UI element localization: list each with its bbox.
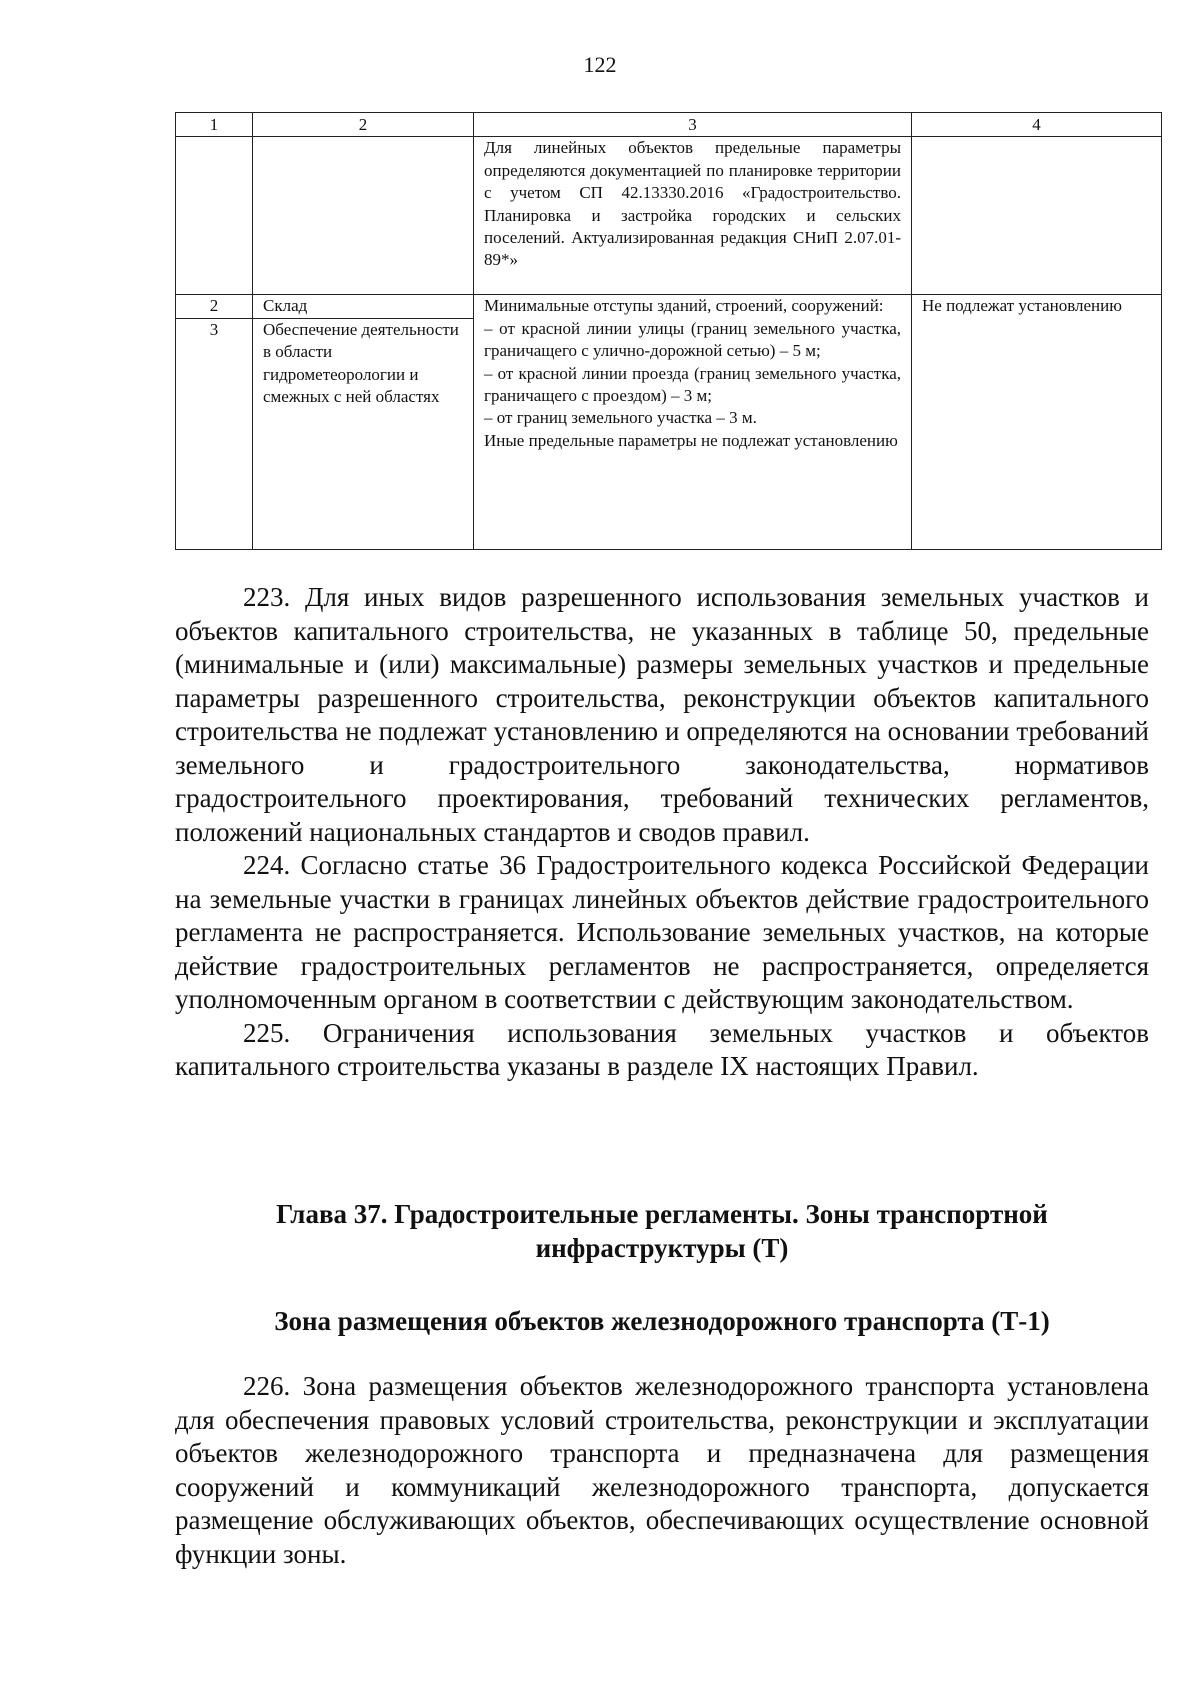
table-row — [176, 295, 1162, 318]
table-row — [176, 137, 1162, 295]
chapter-heading-line: инфраструктуры (Т) — [535, 1233, 789, 1263]
paragraph-223: 223. Для иных видов разрешенного использования земельных участков и объектов капитального строительства, не указанных в таблице 50, предельные (минимальные и (или) максимальные) размеры земельных участков и предельные параметры разрешенного строительства, реконструкции объектов капитального строительства не подлежат установлению и определяются на основании требований земельного и градостроительного законодательства, нормативов градостроительного проектирования, требований технических регламентов, положений национальных стандартов и сводов правил. — [175, 582, 1149, 847]
use-type-cell — [253, 137, 474, 295]
parameters-line: Минимальные отступы зданий, строений, сооружений: — [484, 296, 884, 316]
parameters-line: – от красной линии улицы (границ земельного участка, граничащего с улично-дорожной сетью) – 5 м; — [484, 318, 901, 361]
chapter-heading-line: Глава 37. Градостроительные регламенты. Зоны транспортной — [276, 1199, 1048, 1229]
parameters-cell — [474, 295, 912, 550]
body-text — [175, 1370, 1149, 1571]
parameters-line: – от границ земельного участка – 3 м. — [484, 408, 757, 428]
row-number-cell: 2 — [176, 295, 253, 318]
column-header-3: 3 — [474, 113, 912, 137]
column-header-2: 2 — [253, 113, 474, 137]
parameters-line: – от красной линии проезда (границ земельного участка, граничащего с проездом) – 3 м; — [484, 363, 901, 406]
body-text — [175, 581, 1149, 1084]
column-header-1: 1 — [176, 113, 253, 137]
note-cell: Не подлежат установлению — [912, 295, 1162, 550]
use-type-cell: Обеспечение деятельности в области гидрометеорологии и смежных с ней областях — [253, 318, 474, 549]
note-cell — [912, 137, 1162, 295]
zone-heading: Зона размещения объектов железнодорожного транспорта (Т-1) — [274, 1306, 1050, 1336]
page-number: 122 — [583, 52, 617, 77]
regulation-table — [175, 112, 1162, 550]
use-type-cell: Склад — [253, 295, 474, 318]
paragraph-224: 224. Согласно статье 36 Градостроительного кодекса Российской Федерации на земельные участки в границах линейных объектов действие градостроительного регламента не распространяется. Использование земельных участков, на которые действие градостроительных регламентов не распространяется, определяется уполномоченным органом в соответствии с действующим законодательством. — [175, 850, 1149, 1014]
row-number-cell: 3 — [176, 318, 253, 549]
table-header-row — [176, 113, 1162, 137]
parameters-cell: Для линейных объектов предельные параметры определяются документацией по планировке территории с учетом СП 42.13330.2016 «Градостроительство. Планировка и застройка городских и сельских поселений. Актуализированная редакция СНиП 2.07.01-89*» — [474, 137, 912, 295]
parameters-line: Иные предельные параметры не подлежат установлению — [484, 430, 898, 450]
column-header-4: 4 — [912, 113, 1162, 137]
paragraph-226: 226. Зона размещения объектов железнодорожного транспорта установлена для обеспечения правовых условий строительства, реконструкции и эксплуатации объектов железнодорожного транспорта и предназначена для размещения сооружений и коммуникаций железнодорожного транспорта, допускается размещение обслуживающих объектов, обеспечивающих осуществление основной функции зоны. — [175, 1371, 1149, 1569]
chapter-heading — [175, 1197, 1149, 1265]
paragraph-225: 225. Ограничения использования земельных участков и объектов капитального строительства указаны в разделе IX настоящих Правил. — [175, 1017, 1149, 1081]
row-number-cell — [176, 137, 253, 295]
